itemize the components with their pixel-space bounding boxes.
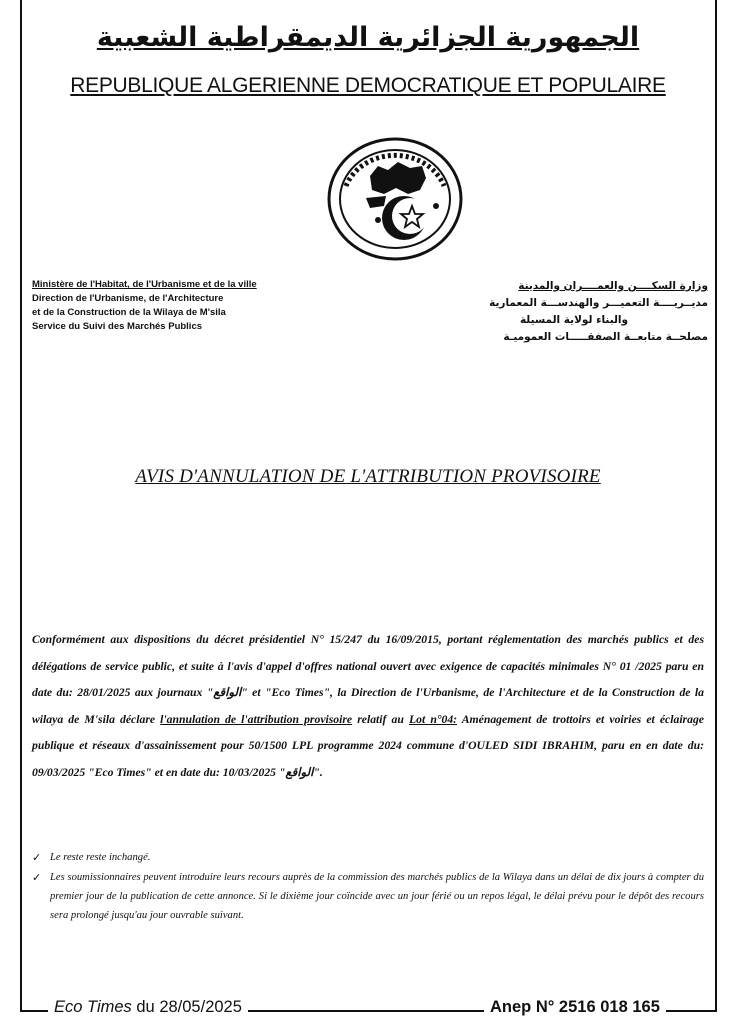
ministry-fr-line: Direction de l'Urbanisme, de l'Architecture — [32, 293, 224, 304]
notice-body — [32, 627, 704, 786]
body-text-part: Aménagement de trottoirs et voiries et éclairage publique et réseaux d'assainissement pour 50/1500 LPL programme 2024 commune d'OULED SIDI IBRAHIM, paru en en date du: 09/03/2025 "Eco Times" et en date du: 10/03/2025 "الواقع". — [32, 712, 704, 779]
ministry-block-ar — [440, 278, 708, 346]
ministry-fr-line: Service du Suivi des Marchés Publics — [32, 321, 203, 332]
body-underlined-phrase: l'annulation de l'attribution provisoire — [160, 712, 353, 726]
list-item-text: Le reste reste inchangé. — [50, 852, 151, 863]
list-item — [32, 848, 704, 867]
ministry-ar-line: مديــريــــة التعميـــر والهندســـة المعمارية — [489, 297, 708, 309]
footer-date: du 28/05/2025 — [131, 998, 242, 1016]
checkmark-icon: ✓ — [32, 871, 42, 884]
notice-title: AVIS D'ANNULATION DE L'ATTRIBUTION PROVISOIRE — [135, 466, 601, 487]
footer-anep-number: Anep N° 2516 018 165 — [484, 998, 666, 1017]
checkmark-icon: ✓ — [32, 851, 42, 864]
ministry-ar-line: مصلحــة متابعــة الصفقـــــات العموميـة — [503, 331, 708, 343]
footer-publication — [48, 998, 248, 1017]
list-item-text: Les soumissionnaires peuvent introduire leurs recours auprès de la commission des marchés publics de la Wilaya dans un délai de dix jours à compter du premier jour de la publication de cette annonce. Si le dixième jour coïncide avec un jour férié ou un repos légal, le délai prévu pour le dépôt des recours sera prolongé jusqu'au jour ouvrable suivant. — [50, 872, 704, 921]
french-republic-title: REPUBLIQUE ALGERIENNE DEMOCRATIQUE ET POPULAIRE — [70, 74, 666, 97]
ministry-ar-line: والبناء لولاية المسيلة — [519, 314, 629, 326]
list-item — [32, 868, 704, 925]
body-text-part: relatif au — [352, 712, 409, 726]
ministry-fr-line: et de la Construction de la Wilaya de M'sila — [32, 307, 226, 318]
lot-number-label: Lot n°04: — [408, 712, 458, 726]
arabic-republic-title: الجمهورية الجزائرية الديمقراطية الشعبية — [96, 22, 640, 53]
ministry-fr-line: Ministère de l'Habitat, de l'Urbanisme et de la ville — [32, 279, 257, 290]
footer-newspaper-name: Eco Times — [54, 998, 132, 1016]
algerian-state-seal-icon — [326, 136, 464, 262]
body-text-part: Conformément aux dispositions du décret présidentiel N° 15/247 du 16/09/2015, portant réglementation des marchés publics et des délégations de service public, et suite à l'avis d'appel d'offres national ouvert avec exigence de capacités minimales N° 01 /2025 paru en date du: 28/01/2025 aux journaux "الواقع" et "Eco Times", la Direction de l'Urbanisme, de l'Architecture et de la Construction de la wilaya de M'sila déclare — [32, 633, 705, 726]
ministry-block-fr — [32, 278, 342, 334]
page-border-right — [715, 0, 717, 1010]
notice-bullet-list — [32, 848, 704, 926]
ministry-ar-line: وزارة السكــــن والعمــــران والمدينة — [518, 280, 708, 292]
page-border-left — [20, 0, 22, 1010]
